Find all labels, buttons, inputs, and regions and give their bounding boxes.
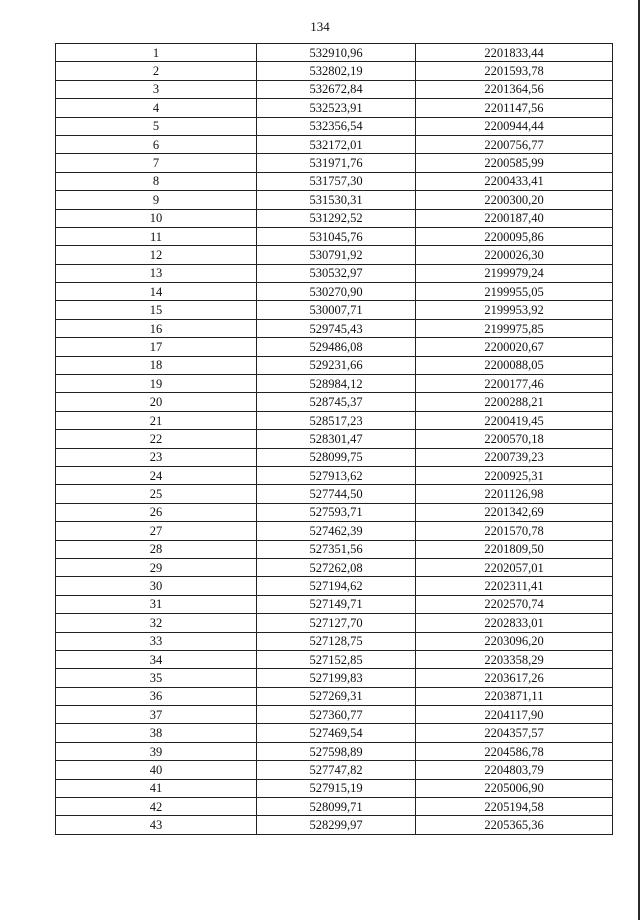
y-coordinate-cell: 2200739,23 [416, 448, 613, 466]
y-coordinate-cell: 2202311,41 [416, 577, 613, 595]
x-coordinate-cell: 532172,01 [257, 135, 416, 153]
y-coordinate-cell: 2202057,01 [416, 558, 613, 576]
y-coordinate-cell: 2205006,90 [416, 779, 613, 797]
table-row [56, 558, 613, 576]
point-number-cell: 41 [56, 779, 257, 797]
table-row [56, 62, 613, 80]
table-row [56, 687, 613, 705]
point-number-cell: 26 [56, 503, 257, 521]
coordinates-table-body [56, 44, 613, 835]
y-coordinate-cell: 2200026,30 [416, 246, 613, 264]
table-row [56, 779, 613, 797]
x-coordinate-cell: 532672,84 [257, 80, 416, 98]
y-coordinate-cell: 2199975,85 [416, 319, 613, 337]
table-row [56, 724, 613, 742]
y-coordinate-cell: 2200020,67 [416, 338, 613, 356]
point-number-cell: 23 [56, 448, 257, 466]
x-coordinate-cell: 528299,97 [257, 816, 416, 834]
point-number-cell: 40 [56, 761, 257, 779]
coordinates-table [55, 43, 613, 835]
point-number-cell: 4 [56, 99, 257, 117]
point-number-cell: 39 [56, 742, 257, 760]
y-coordinate-cell: 2200433,41 [416, 172, 613, 190]
y-coordinate-cell: 2200585,99 [416, 154, 613, 172]
x-coordinate-cell: 531045,76 [257, 227, 416, 245]
x-coordinate-cell: 531757,30 [257, 172, 416, 190]
y-coordinate-cell: 2201593,78 [416, 62, 613, 80]
x-coordinate-cell: 527351,56 [257, 540, 416, 558]
y-coordinate-cell: 2201147,56 [416, 99, 613, 117]
x-coordinate-cell: 530532,97 [257, 264, 416, 282]
point-number-cell: 42 [56, 798, 257, 816]
table-row [56, 485, 613, 503]
x-coordinate-cell: 531530,31 [257, 191, 416, 209]
point-number-cell: 17 [56, 338, 257, 356]
table-row [56, 816, 613, 834]
x-coordinate-cell: 527462,39 [257, 522, 416, 540]
table-row [56, 356, 613, 374]
point-number-cell: 18 [56, 356, 257, 374]
y-coordinate-cell: 2204803,79 [416, 761, 613, 779]
x-coordinate-cell: 527747,82 [257, 761, 416, 779]
point-number-cell: 38 [56, 724, 257, 742]
point-number-cell: 31 [56, 595, 257, 613]
point-number-cell: 5 [56, 117, 257, 135]
y-coordinate-cell: 2200288,21 [416, 393, 613, 411]
point-number-cell: 22 [56, 430, 257, 448]
point-number-cell: 29 [56, 558, 257, 576]
point-number-cell: 7 [56, 154, 257, 172]
y-coordinate-cell: 2203096,20 [416, 632, 613, 650]
table-row [56, 503, 613, 521]
table-row [56, 375, 613, 393]
x-coordinate-cell: 527593,71 [257, 503, 416, 521]
table-row [56, 209, 613, 227]
point-number-cell: 10 [56, 209, 257, 227]
point-number-cell: 15 [56, 301, 257, 319]
y-coordinate-cell: 2201570,78 [416, 522, 613, 540]
point-number-cell: 25 [56, 485, 257, 503]
y-coordinate-cell: 2203358,29 [416, 650, 613, 668]
x-coordinate-cell: 532802,19 [257, 62, 416, 80]
table-row [56, 227, 613, 245]
point-number-cell: 34 [56, 650, 257, 668]
point-number-cell: 20 [56, 393, 257, 411]
table-row [56, 154, 613, 172]
point-number-cell: 14 [56, 283, 257, 301]
table-row [56, 798, 613, 816]
point-number-cell: 36 [56, 687, 257, 705]
x-coordinate-cell: 528099,71 [257, 798, 416, 816]
y-coordinate-cell: 2204117,90 [416, 706, 613, 724]
x-coordinate-cell: 528745,37 [257, 393, 416, 411]
table-row [56, 411, 613, 429]
table-row [56, 522, 613, 540]
table-row [56, 135, 613, 153]
coordinates-table-container [55, 43, 612, 835]
page-number: 134 [310, 19, 330, 34]
point-number-cell: 30 [56, 577, 257, 595]
table-row [56, 577, 613, 595]
point-number-cell: 28 [56, 540, 257, 558]
table-row [56, 393, 613, 411]
point-number-cell: 27 [56, 522, 257, 540]
point-number-cell: 32 [56, 614, 257, 632]
point-number-cell: 37 [56, 706, 257, 724]
table-row [56, 742, 613, 760]
point-number-cell: 19 [56, 375, 257, 393]
x-coordinate-cell: 530007,71 [257, 301, 416, 319]
x-coordinate-cell: 529745,43 [257, 319, 416, 337]
y-coordinate-cell: 2200944,44 [416, 117, 613, 135]
x-coordinate-cell: 527469,54 [257, 724, 416, 742]
y-coordinate-cell: 2203617,26 [416, 669, 613, 687]
y-coordinate-cell: 2201342,69 [416, 503, 613, 521]
y-coordinate-cell: 2200419,45 [416, 411, 613, 429]
table-row [56, 540, 613, 558]
table-row [56, 338, 613, 356]
y-coordinate-cell: 2199955,05 [416, 283, 613, 301]
table-row [56, 669, 613, 687]
x-coordinate-cell: 527598,89 [257, 742, 416, 760]
table-row [56, 246, 613, 264]
y-coordinate-cell: 2200570,18 [416, 430, 613, 448]
y-coordinate-cell: 2200925,31 [416, 466, 613, 484]
x-coordinate-cell: 532356,54 [257, 117, 416, 135]
table-row [56, 301, 613, 319]
x-coordinate-cell: 530270,90 [257, 283, 416, 301]
table-row [56, 319, 613, 337]
point-number-cell: 2 [56, 62, 257, 80]
point-number-cell: 3 [56, 80, 257, 98]
point-number-cell: 11 [56, 227, 257, 245]
point-number-cell: 24 [56, 466, 257, 484]
x-coordinate-cell: 529486,08 [257, 338, 416, 356]
x-coordinate-cell: 527262,08 [257, 558, 416, 576]
table-row [56, 761, 613, 779]
y-coordinate-cell: 2201809,50 [416, 540, 613, 558]
y-coordinate-cell: 2202833,01 [416, 614, 613, 632]
x-coordinate-cell: 527149,71 [257, 595, 416, 613]
y-coordinate-cell: 2205194,58 [416, 798, 613, 816]
x-coordinate-cell: 527194,62 [257, 577, 416, 595]
y-coordinate-cell: 2200177,46 [416, 375, 613, 393]
x-coordinate-cell: 527269,31 [257, 687, 416, 705]
point-number-cell: 1 [56, 44, 257, 62]
table-row [56, 430, 613, 448]
table-row [56, 80, 613, 98]
point-number-cell: 43 [56, 816, 257, 834]
x-coordinate-cell: 531971,76 [257, 154, 416, 172]
y-coordinate-cell: 2199979,24 [416, 264, 613, 282]
y-coordinate-cell: 2201126,98 [416, 485, 613, 503]
x-coordinate-cell: 527128,75 [257, 632, 416, 650]
table-row [56, 595, 613, 613]
y-coordinate-cell: 2204357,57 [416, 724, 613, 742]
x-coordinate-cell: 528517,23 [257, 411, 416, 429]
x-coordinate-cell: 530791,92 [257, 246, 416, 264]
point-number-cell: 8 [56, 172, 257, 190]
point-number-cell: 35 [56, 669, 257, 687]
table-row [56, 44, 613, 62]
y-coordinate-cell: 2204586,78 [416, 742, 613, 760]
x-coordinate-cell: 532910,96 [257, 44, 416, 62]
x-coordinate-cell: 527744,50 [257, 485, 416, 503]
point-number-cell: 9 [56, 191, 257, 209]
point-number-cell: 6 [56, 135, 257, 153]
y-coordinate-cell: 2200088,05 [416, 356, 613, 374]
y-coordinate-cell: 2200300,20 [416, 191, 613, 209]
x-coordinate-cell: 529231,66 [257, 356, 416, 374]
x-coordinate-cell: 527913,62 [257, 466, 416, 484]
table-row [56, 172, 613, 190]
y-coordinate-cell: 2200095,86 [416, 227, 613, 245]
point-number-cell: 33 [56, 632, 257, 650]
y-coordinate-cell: 2200756,77 [416, 135, 613, 153]
table-row [56, 99, 613, 117]
point-number-cell: 16 [56, 319, 257, 337]
table-row [56, 632, 613, 650]
x-coordinate-cell: 527127,70 [257, 614, 416, 632]
table-row [56, 448, 613, 466]
table-row [56, 614, 613, 632]
x-coordinate-cell: 528984,12 [257, 375, 416, 393]
table-row [56, 283, 613, 301]
y-coordinate-cell: 2200187,40 [416, 209, 613, 227]
y-coordinate-cell: 2199953,92 [416, 301, 613, 319]
point-number-cell: 21 [56, 411, 257, 429]
y-coordinate-cell: 2201833,44 [416, 44, 613, 62]
x-coordinate-cell: 528301,47 [257, 430, 416, 448]
x-coordinate-cell: 527199,83 [257, 669, 416, 687]
x-coordinate-cell: 527152,85 [257, 650, 416, 668]
point-number-cell: 13 [56, 264, 257, 282]
x-coordinate-cell: 532523,91 [257, 99, 416, 117]
table-row [56, 264, 613, 282]
y-coordinate-cell: 2201364,56 [416, 80, 613, 98]
point-number-cell: 12 [56, 246, 257, 264]
y-coordinate-cell: 2202570,74 [416, 595, 613, 613]
x-coordinate-cell: 531292,52 [257, 209, 416, 227]
y-coordinate-cell: 2205365,36 [416, 816, 613, 834]
y-coordinate-cell: 2203871,11 [416, 687, 613, 705]
table-row [56, 706, 613, 724]
table-row [56, 466, 613, 484]
table-row [56, 117, 613, 135]
x-coordinate-cell: 527915,19 [257, 779, 416, 797]
x-coordinate-cell: 527360,77 [257, 706, 416, 724]
table-row [56, 191, 613, 209]
x-coordinate-cell: 528099,75 [257, 448, 416, 466]
table-row [56, 650, 613, 668]
